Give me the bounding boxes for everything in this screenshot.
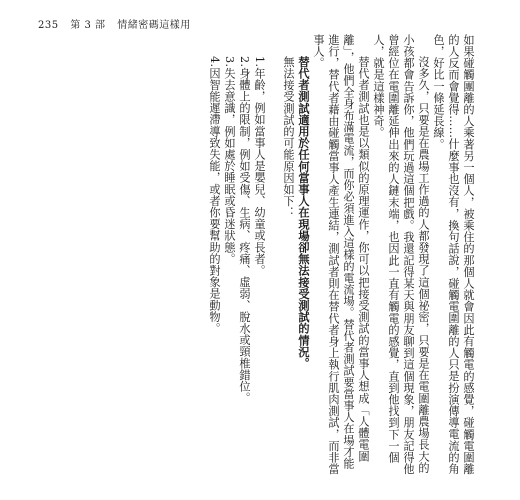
paragraph-4-bold: 替代者測試適用於任何當事人在現場卻無法接受測試的情況。 [297,56,311,370]
list-spacer [267,34,281,480]
page-header [38,16,199,31]
paragraph-5: 無法接受測試的可能原因如下： [282,56,295,219]
paragraph-1: 如果碰觸團離的人乘著另一個人，被乘住的那個人就會因此有觸電的感覺，碰觸電圍離的人反而會覺得……什麼事也沒有，換句話說，碰觸電圍離的人只是扮演傳導電流的角色，好比一條延長線。 [432,34,475,475]
vertical-text-body [207,34,476,480]
part-label: 第 3 部 [70,20,106,31]
list-item-3: 3.失去意識，例如處於睡眠或昏迷狀態。 [223,56,236,266]
paragraph-3: 替代者測試也是以類似的原理運作，你可以把接受測試的當事人想成「人體電圍離」，他們全身布滿電流，而你必須進入這樣的電流場。替代者測試要當事人在場才能進行，替代者藉由碰觸當事人產生連結，測試者則在替代者身上執行肌肉測試，而非當事人。 [312,34,370,475]
chapter-title: 情緒密碼這樣用 [117,20,191,31]
list-item-2: 2.身體上的限制，例如受傷、生病、疼痛、虛弱、脫水或頸椎錯位。 [238,56,251,405]
paragraph-2: 沒多久，只要是在農場工作過的人都發現了這個祕密，只要是在電圍離農場長大的小孩都會告訴你，他們玩過這個把戲。我還記得某天與朋友聊到這個現象，朋友記得他曾經位在電圍離延伸出來的人鏈末端，也因此一直有觸電的感覺，直到他找到下一個人，就是這樣神奇。 [372,34,430,475]
list-item-1: 1.年齡，例如當事人是嬰兒、幼童或長者。 [253,56,266,277]
list-item-4: 4.因智能遲滯導致失能，或者你要幫助的對象是動物。 [208,56,221,335]
page-number: 235 [38,20,59,31]
